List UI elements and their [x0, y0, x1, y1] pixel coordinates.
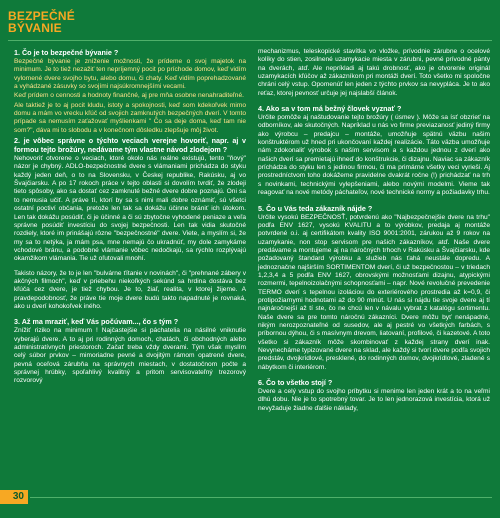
paragraph: Bezpečné bývanie je zníženie možnosti, že prídeme o svoj majetok na minimum. Je to tiež nezažiť ten nepríjemný pocit po príchode domov, keď vidím vylomené dvere svojho bytu, alebo domu, či chaty. Keď vidím poprehadzované a vyhádzané zásuvky so svojími najsúkromnejšími vecami. [14, 58, 246, 91]
paragraph: mechanizmus, teleskopické stavítka vo vložke, prívodnie zárubne o ocelové kolíky do stien, zosilnené uzamykacie miesta v zárubni, pevné prívodné pánty na dverách, atď. Ale nepríkladi aj takú drobnosť, ako je otvorenie originál uzamykacích kľúčov až zákazníkom pri montáži dverí. Toto všetko mi spoločne chráni celý vstup. Opomenúť len jeden z týchto prvkov sa nevypláca. Je to ako reťaz, ktorej pevnosť určuje jej najslabší článok. [258, 48, 490, 97]
page-number: 30 [0, 490, 28, 504]
paragraph: Určite vysokú BEZPEČNOSŤ, potvrdenú ako "Najbezpečnejšie dvere na trhu" podľa ENV 1627, vysokú KVALITU a to výrobkov, predaja aj montáže potvrdené o.i. aj certifikátom kvality ISO 9001:2001, zárukou až 9 rokov na uzamykanie, non stop servisom pre našich zákazníkov, atď. Naše dvere predávame a montujeme aj na náročných trhoch v Rakúsku a Švajčiarsku, kde požadovaný štandard výrobku a služieb nás ťahá neustále dopredu. A jednoznačne najširším SORTIMENTOM dverí, či už bezpečnostou – v triedach 1,2,3,4 a 5 podľa ENV 1627, obrovskými možnosťami dizajnu, atypickými rozmermi, tepelnoizolačnými schopnosťami – napr. Nové revolučné prevedenie TERMO dverí s tepelnou izoláciou do exteriérového prostredia až k=0,9, či protipožiarnymi hodnotami až do 90 minút. U nás si nájdu tie svoje dvere aj tí najnáročnejší až tí ste, čo ne chcú len v návalu vybrat z katalógu sortimentu. Naše dvere sa pre tomto náročnú zákazníci. Dvere môžu byť nenápadné, nikým nerozpoznateľné od susedov, ale aj pestré vo všetkých farbách, s príbornou dýhou, či s masívnym drevom, liatovaní, profilové, či kazetové. A toto všetko si zákazník môže skombinovať z každej strany dverí inak. Nevynecháme typizované dvere na sklad, ale každý si tvorí dvere podľa svojich predstáv, dvojkrídlové, presklené, do rodinných domov, dvojkrídlové, zladené s nábytkom či interiérom. [258, 213, 490, 371]
bottom-divider [30, 497, 492, 498]
top-divider [8, 40, 492, 41]
question-heading: 4. Ako sa v tom má bežný človek vyznať ? [258, 104, 402, 114]
paragraph: Keď prídem o cennosti a hodnoty finančné, aj pre mňa osobne nenahraditeľné. [14, 92, 244, 100]
question-heading: 2. je vôbec správne o týchto veciach verejne hovoriť, napr. aj v formou tejto brožúry, nedávame tým vlastne návod zlodejom ? [14, 136, 246, 155]
question-heading: 6. Čo to všetko stojí ? [258, 378, 333, 388]
paragraph: Ale taktiež je to aj pocit kludu, istoty a spokojnosti, keď som kdekoľvek mimo domu a mám vo vrecku kľúč od svojich zamknutých bezpečných dverí. V tomto prípade sa nemusím zaťažovať myšlienkami " Čo sa deje doma, keď tam nie som?", dáva mi to slobodu a v konečnom dôsledku zlepšuje môj život. [14, 101, 246, 134]
question-heading: 1. Čo je to bezpečné bývanie ? [14, 48, 119, 57]
header-line-2: BÝVANIE [8, 21, 62, 35]
paragraph: Takisto názory, že to je len "bulvárne ťítanie v novinách", či "prehnané zábery v akčných filmoch", keď v priebehu niekoľkých sekúnd sa hrdina dostáva bez kľúča cez dvere, je tiež chybou. Je to, žiaľ, realita, v ktorej žijeme. A pravdepodobnosť, že práve tie moje dvere budú takto napadnuté je rovnaká, ako u dverí kohokoľvek iného. [14, 269, 246, 310]
left-column [14, 48, 246, 392]
right-column [258, 48, 490, 419]
paragraph: Určite pomôže aj naštudovanie tejto brožúry ( úsmev ). Môže sa ísť obzrieť na odborníkov, ale skutočných. Napríklad u nás vo firme previazanosť jediný firmy ako výrobcu – predajcu – montáže, umožňuje spätnú väzbu našim konštruktérom už hned pri ukončovaní každej realizácie. Táto väzba umožňuje nám zdokonaliť výrobok s naším servisom a s každou jednou z dverí ako našich dverí sa premietajú ihneď do konštrukcie, či dizajnu. Naviac sa zákazník príchádza do styku len s jedinou firmou, či ma primárne všetky veci vyrieši. Aj prostredníctvom toho dokážeme pravidelne dvakrát ročne (!) prichádzať na trh s novinkami, technickými vylepšeniami, alebo novými modelmi. Vieme tak reagovať na nové metódy páchateľov, nové technické normy a požiadavky trhu. [258, 114, 490, 197]
paragraph: Nehovoriť otvorene o veciach, ktoré okolo nás reálne existujú, tento "ňový" názor je chybný. ADLO-bezpečnostné dvere s vlámaniami prichádza do styku každý jeden deň, o to na Slovensku, v Českej republike, Rakúsku, aj vo Švajčiarsku. A po 17 rokoch práce v tejto oblasti si dovolím tvrdiť, že zlodeji tieto spôsoby, ako sa dostať cez zamknuté bežné dvere dobre poznajú. Oni sa to nemusia učiť. A práve tí, ktorí by sa s nimi mali dobre oznámiť, sú všetci ostatní poctiví občania, pretože len tak sa dokážu účinne brániť ich útokom. Len tak dokážu posúdiť, či je účinné a či sú zbytočne vyhodené peniaze a veľa správne posúdiť investíciu do svojej bezpečnosti. Len tak vidia skutočné rozdiely, ktoré im prinášajú rôzne "bezpečnostné" dvere. Viete, a myslím si, že my sa to netýka, ja mám psa, mne nemajú čo ukradnúť, my dole zamykáme vchodové bránu, a podobné vlámanie vôbec nedočkajú, sa rýchlo rozplývajú okamžikom vlámania. Tie už oľutovali mnohí. [14, 155, 246, 263]
paragraph: Znížiť riziko na minimum ! Najčastejšie si páchatelia na násilné vniknutie vyberajú dvere. A to aj pri rodinných domoch, chatách, či obchodných alebo administratívnych priestoroch. Začať treba vždy dverami. Tým však myslím celý súbor prvkov – mimoriadne pevné a dvojitým rámom opatrené dvere, pevná oceľová zárubňa na správnych miestach, v dostatočnom počte a správnej hrúbky, spoľahlivý kvalitný a pritom servisovateľný trezorový rozvorový [14, 327, 246, 385]
paragraph: Dvere a celý vstup do svojho príbytku si menime len jeden krát a to na veľmi dlhú dobu. Nie je to spotrebný tovar. Je to len jednorazová investícia, ktorá už nevyžaduje žiadne ďalšie náklady, [258, 388, 490, 412]
section-header [8, 10, 75, 34]
question-heading: 5. Čo u Vás teda zákazník nájde ? [258, 203, 373, 213]
question-heading: 3. Až ma mraziť, keď Vás počúvam..., čo s tým ? [14, 317, 179, 327]
header-line-1: BEZPEČNÉ [8, 9, 75, 23]
